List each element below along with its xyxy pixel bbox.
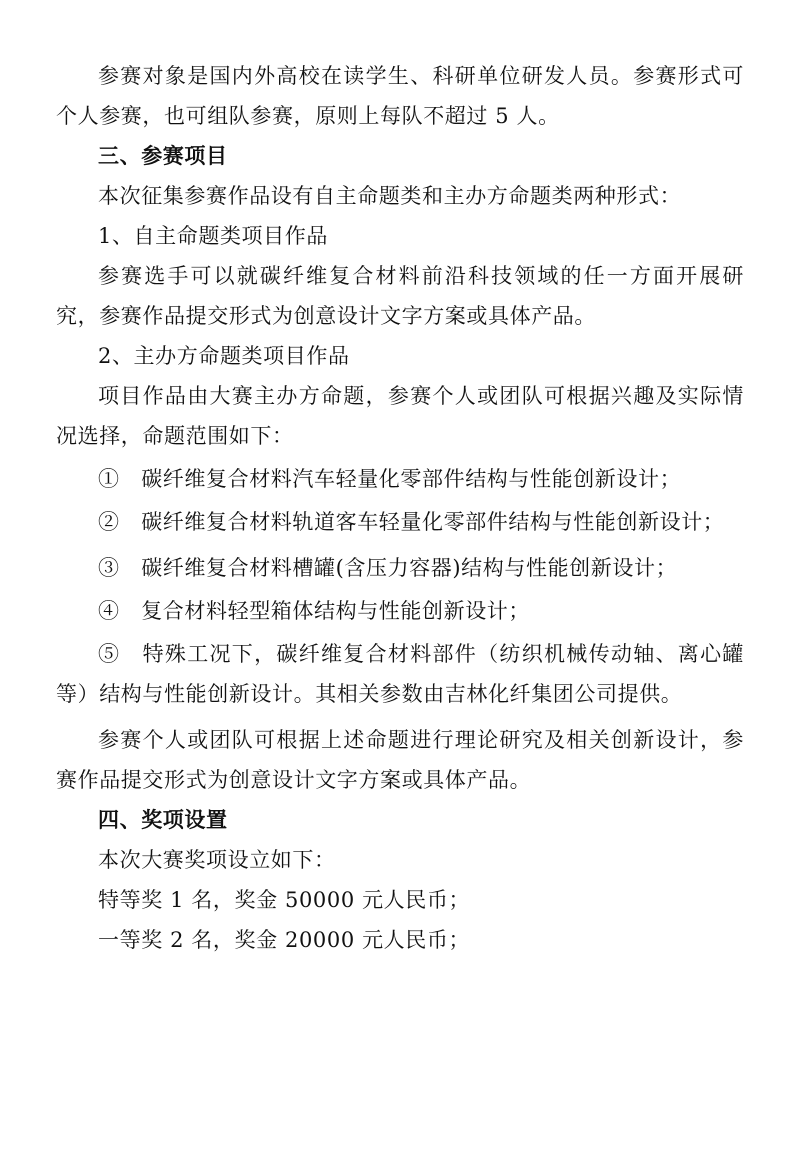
paragraph-participants: 参赛对象是国内外高校在读学生、科研单位研发人员。参赛形式可个人参赛，也可组队参赛，原则上每队不超过 5 人。	[56, 64, 744, 128]
award-line-first: 一等奖 2 名，奖金 20000 元人民币；	[98, 928, 471, 952]
section-heading-projects: 三、参赛项目	[98, 144, 228, 168]
paragraph-self-proposed-desc: 参赛选手可以就碳纤维复合材料前沿科技领域的任一方面开展研究，参赛作品提交形式为创意设计文字方案或具体产品。	[56, 264, 744, 328]
paragraph-organizer-proposed-desc: 项目作品由大赛主办方命题，参赛个人或团队可根据兴趣及实际情况选择，命题范围如下：	[56, 384, 744, 448]
award-line-grand: 特等奖 1 名，奖金 50000 元人民币；	[98, 888, 471, 912]
paragraph-awards-intro: 本次大赛奖项设立如下：	[98, 848, 336, 872]
paragraph-organizer-submission: 参赛个人或团队可根据上述命题进行理论研究及相关创新设计，参赛作品提交形式为创意设计文字方案或具体产品。	[56, 728, 744, 792]
topic-list-item-4: ④ 复合材料轻型箱体结构与性能创新设计；	[98, 599, 530, 623]
topic-list-item-1: ① 碳纤维复合材料汽车轻量化零部件结构与性能创新设计；	[98, 467, 682, 491]
topic-list-item-5: ⑤ 特殊工况下，碳纤维复合材料部件（纺织机械传动轴、离心罐等）结构与性能创新设计。其相关参数由吉林化纤集团公司提供。	[56, 642, 744, 706]
subheading-organizer-proposed: 2、主办方命题类项目作品	[98, 344, 350, 368]
topic-list-item-2: ② 碳纤维复合材料轨道客车轻量化零部件结构与性能创新设计；	[98, 510, 725, 534]
paragraph-project-forms: 本次征集参赛作品设有自主命题类和主办方命题类两种形式：	[98, 184, 682, 208]
topic-list-item-3: ③ 碳纤维复合材料槽罐(含压力容器)结构与性能创新设计；	[98, 556, 678, 580]
subheading-self-proposed: 1、自主命题类项目作品	[98, 224, 328, 248]
section-heading-awards: 四、奖项设置	[98, 808, 228, 832]
